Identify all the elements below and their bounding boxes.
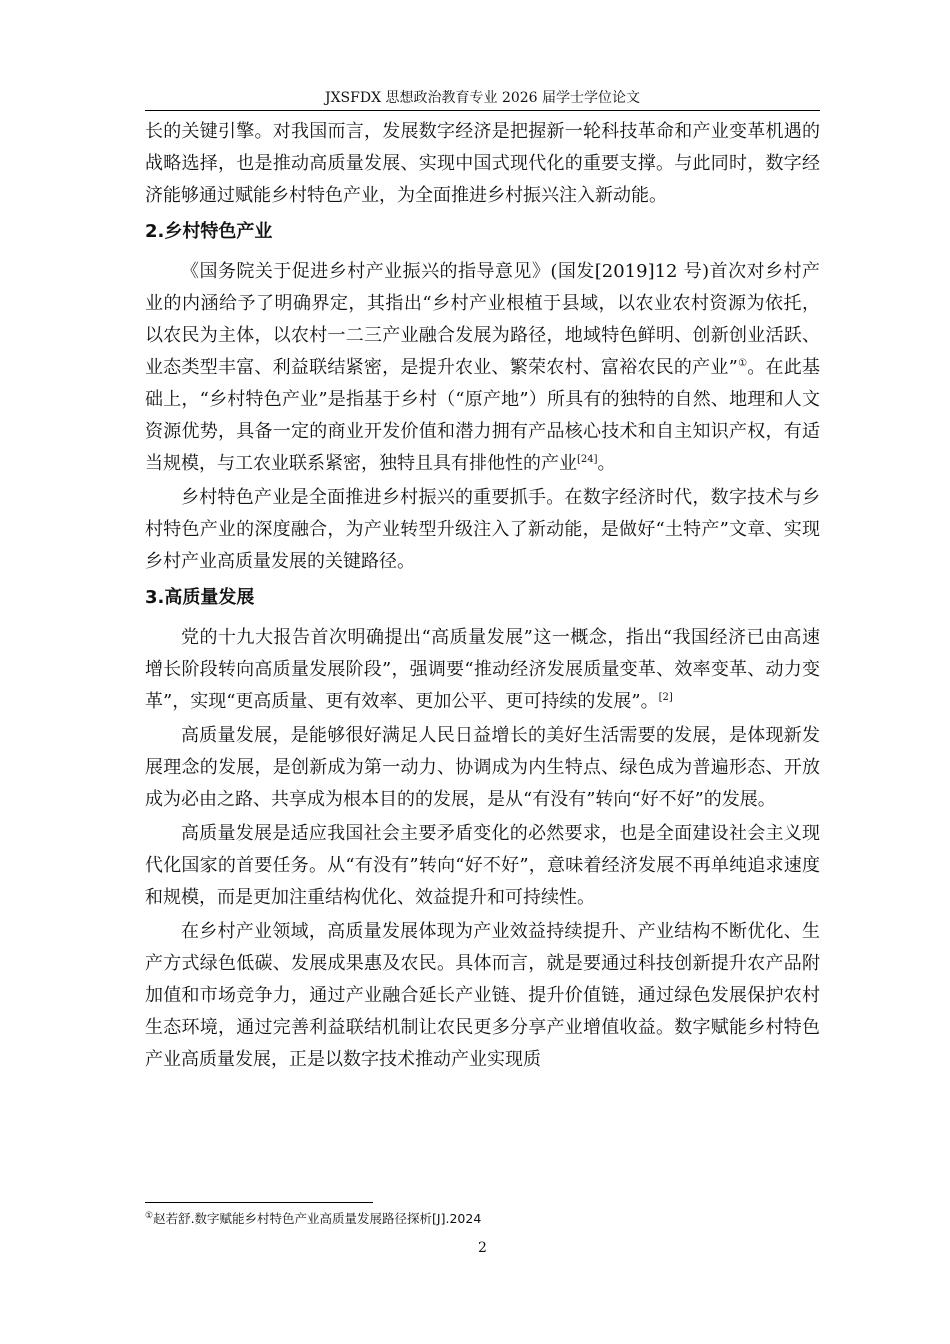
header-rule — [145, 110, 820, 111]
footnote-ref[interactable]: ① — [737, 358, 748, 369]
paragraph-continuation: 长的关键引擎。对我国而言，发展数字经济是把握新一轮科技革命和产业变革机遇的战略选择，也是推动高质量发展、实现中国式现代化的重要支撑。与此同时，数字经济能够通过赋能乡村特色产业，为全面推进乡村振兴注入新动能。 — [145, 121, 820, 206]
paragraph-text: 。 — [597, 453, 616, 474]
running-header: JXSFDX 思想政治教育专业 2026 届学士学位论文 — [324, 90, 641, 106]
paragraph-hqd-rural: 在乡村产业领域，高质量发展体现为产业效益持续提升、产业结构不断优化、生产方式绿色低碳、发展成果惠及农民。具体而言，就是要通过科技创新提升农产品附加值和市场竞争力，通过产业融合延长产业链、提升价值链，通过绿色发展保护农村生态环境，通过完善利益联结机制让农民更多分享产业增值收益。数字赋能乡村特色产业高质量发展，正是以数字技术推动产业实现质 — [145, 921, 820, 1070]
section-heading-rural-industry: 2.乡村特色产业 — [145, 221, 273, 242]
paragraph-text: 党的十九大报告首次明确提出“高质量发展”这一概念，指出“我国经济已由高速增长阶段转向高质量发展阶段”，强调要“推动经济发展质量变革、效率变革、动力变革”，实现“更高质量、更有效率、更加公平、更可持续的发展”。 — [145, 627, 820, 712]
citation-ref[interactable]: [24] — [577, 454, 598, 465]
citation-ref[interactable]: [2] — [658, 692, 673, 703]
paragraph-text: 。在此基础上，“乡村特色产业”是指基于乡村（“原产地”）所具有的独特的自然、地理和人文资源优势，具备一定的商业开发价值和潜力拥有产品核心技术和自主知识产权，有适当规模，与工农业联系紧密，独特且具有排他性的产业 — [145, 357, 821, 474]
footnote-text: 赵若舒.数字赋能乡村特色产业高质量发展路径探析[J].2024 — [153, 1211, 482, 1226]
footnote-rule — [145, 1202, 373, 1203]
paragraph-19th-congress — [145, 622, 820, 718]
paragraph-rural-industry-definition — [145, 256, 820, 480]
paragraph-hqd-requirement: 高质量发展是适应我国社会主要矛盾变化的必然要求，也是全面建设社会主义现代化国家的首要任务。从“有没有”转向“好不好”，意味着经济发展不再单纯追求速度和规模，而是更加注重结构优化、效益提升和可持续性。 — [145, 823, 820, 908]
page-body — [145, 116, 820, 1078]
paragraph-rural-industry-importance: 乡村特色产业是全面推进乡村振兴的重要抓手。在数字经济时代，数字技术与乡村特色产业的深度融合，为产业转型升级注入了新动能，是做好“土特产”文章、实现乡村产业高质量发展的关键路径。 — [145, 487, 820, 572]
footnote-marker: ① — [145, 1210, 154, 1221]
paragraph-hqd-definition: 高质量发展，是能够很好满足人民日益增长的美好生活需要的发展，是体现新发展理念的发展，是创新成为第一动力、协调成为内生特点、绿色成为普遍形态、开放成为必由之路、共享成为根本目的的发展，是从“有没有”转向“好不好”的发展。 — [145, 725, 820, 810]
paragraph-text: 《国务院关于促进乡村产业振兴的指导意见》(国发[2019]12 号)首次对乡村产业的内涵给予了明确界定，其指出“乡村产业根植于县域，以农业农村资源为依托，以农民为主体，以农村一二三产业融合发展为路径，地域特色鲜明、创新创业活跃、业态类型丰富、利益联结紧密，是提升农业、繁荣农村、富裕农民的产业” — [145, 261, 820, 378]
page-number: 2 — [478, 1240, 487, 1256]
footnote — [145, 1210, 820, 1228]
section-heading-high-quality-development: 3.高质量发展 — [145, 587, 255, 608]
